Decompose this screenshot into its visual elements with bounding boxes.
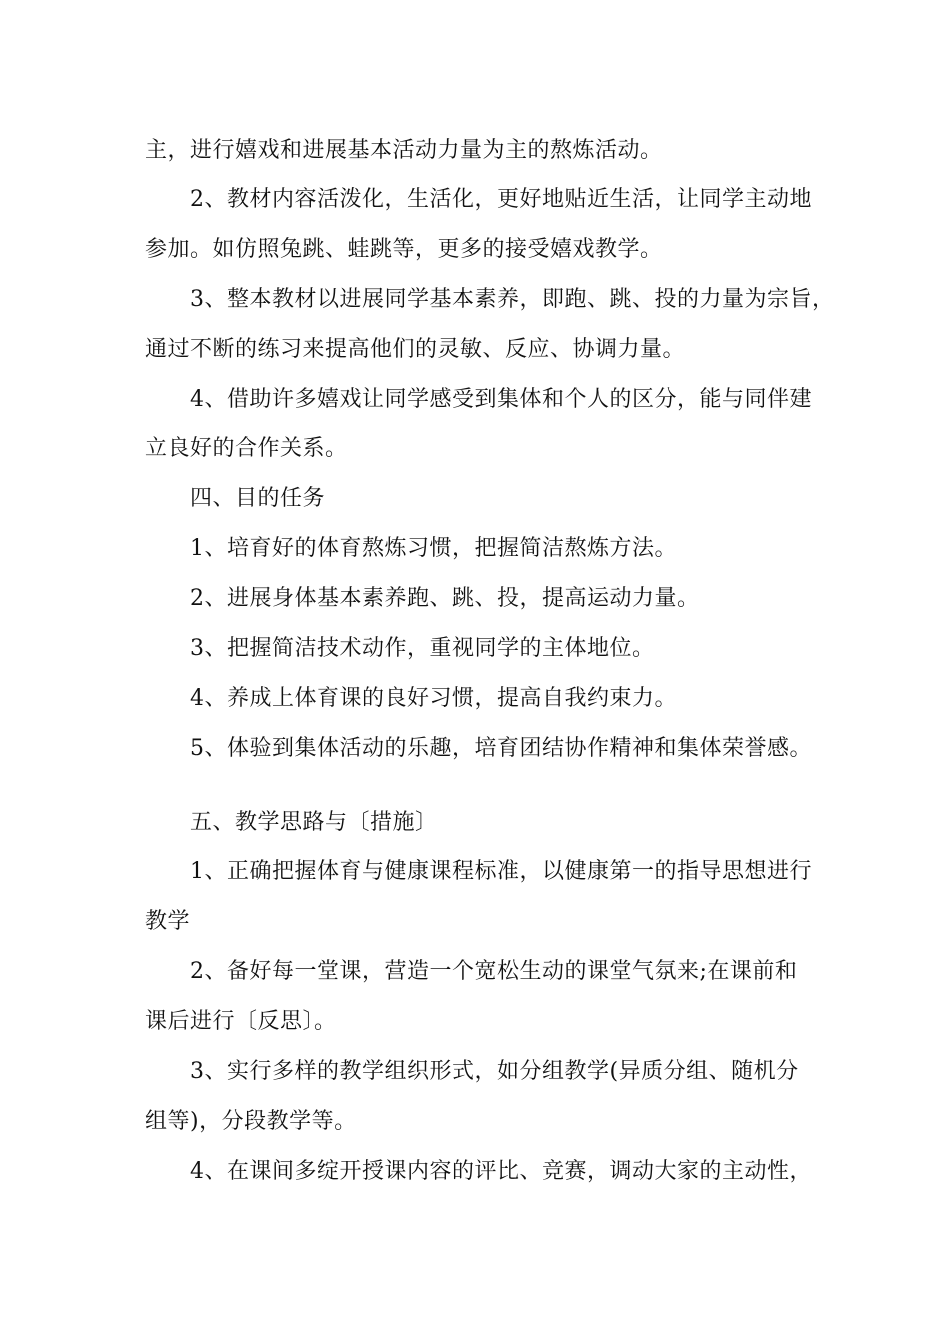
text-line: 3、实行多样的教学组织形式，如分组教学(异质分组、随机分: [190, 1059, 799, 1084]
text-line: 1、培育好的体育熬炼习惯，把握简洁熬炼方法。: [190, 536, 677, 561]
text-line: 4、在课间多绽开授课内容的评比、竞赛，调动大家的主动性，: [190, 1159, 812, 1184]
text-line: 通过不断的练习来提高他们的灵敏、反应、协调力量。: [145, 337, 686, 362]
text-line: 5、体验到集体活动的乐趣，培育团结协作精神和集体荣誉感。: [190, 736, 812, 761]
section-heading: 五、教学思路与〔措施〕: [190, 810, 438, 835]
text-line: 3、整本教材以进展同学基本素养，即跑、跳、投的力量为宗旨，: [190, 287, 835, 312]
text-line: 主，进行嬉戏和进展基本活动力量为主的熬炼活动。: [145, 138, 663, 163]
text-line: 立良好的合作关系。: [145, 436, 348, 461]
text-line: 2、进展身体基本素养跑、跳、投，提高运动力量。: [190, 586, 700, 611]
text-line: 组等)，分段教学等。: [145, 1109, 357, 1134]
text-line: 2、教材内容活泼化，生活化，更好地贴近生活，让同学主动地: [190, 187, 812, 212]
text-line: 3、把握简洁技术动作，重视同学的主体地位。: [190, 636, 655, 661]
text-line: 参加。如仿照兔跳、蛙跳等，更多的接受嬉戏教学。: [145, 237, 663, 262]
text-line: 2、备好每一堂课，营造一个宽松生动的课堂气氛来;在课前和: [190, 959, 798, 984]
text-line: 4、借助许多嬉戏让同学感受到集体和个人的区分，能与同伴建: [190, 387, 812, 412]
text-line: 教学: [145, 909, 191, 934]
text-line: 课后进行〔反思〕。: [145, 1009, 337, 1034]
text-line: 4、养成上体育课的良好习惯，提高自我约束力。: [190, 686, 677, 711]
text-line: 1、正确把握体育与健康课程标准，以健康第一的指导思想进行: [190, 859, 812, 884]
section-heading: 四、目的任务: [190, 486, 326, 511]
